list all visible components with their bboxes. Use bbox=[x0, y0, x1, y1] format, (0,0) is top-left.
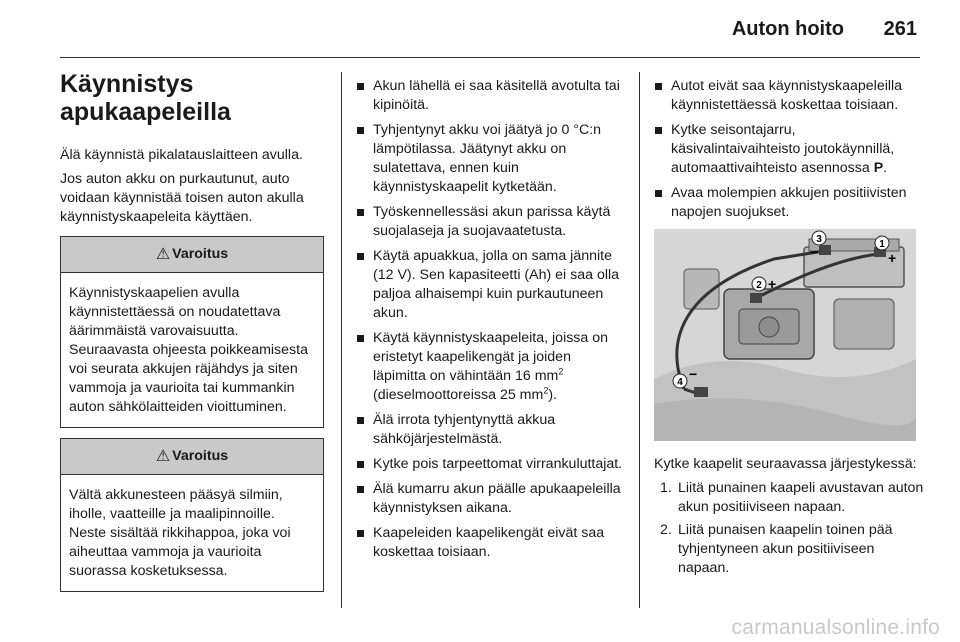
column-divider bbox=[639, 72, 640, 608]
warning-box bbox=[60, 236, 324, 428]
callout-4: 4 bbox=[677, 377, 683, 388]
chapter-title: Käynnistys apukaapeleilla bbox=[60, 70, 231, 126]
list-item: Työskennellessäsi akun parissa käytä suojalaseja ja suojavaatetusta. bbox=[356, 203, 624, 241]
list-item: Älä kumarru akun päälle apukaapeleilla käynnistyksen aikana. bbox=[356, 480, 624, 518]
list-item: Tyhjentynyt akku voi jäätyä jo 0 °C:n lämpötilassa. Jäätynyt akku on sulatettava, ennen kuin käynnistyskaapelit kytketään. bbox=[356, 121, 624, 197]
warning-header: ⚠ Varoitus bbox=[61, 439, 323, 475]
column-1 bbox=[60, 70, 324, 602]
watermark: carmanualsonline.info bbox=[731, 616, 940, 639]
bullet-square-icon bbox=[357, 461, 364, 468]
header-rule bbox=[60, 57, 920, 58]
list-item: Autot eivät saa käynnistyskaapeleilla käynnistettäessä koskettaa toisiaan. bbox=[654, 77, 924, 115]
list-item: Älä irrota tyhjentynyttä akkua sähköjärjestelmästä. bbox=[356, 411, 624, 449]
list-item: Akun lähellä ei saa käsitellä avotulta tai kipinöitä. bbox=[356, 77, 624, 115]
section-title: Auton hoito bbox=[731, 18, 844, 40]
warning-text: Käynnistyskaapelien avulla käynnistettäessä on noudatettava äärimmäistä varovaisuutta. Seuraavasta ohjeesta poikkeamisesta voi seurata akkujen räjähdys ja siten vammoja ja vaurioita tai kummankin auton sähkölaitteiden vioittuminen. bbox=[69, 285, 308, 415]
engine-bay-illustration bbox=[654, 229, 916, 441]
warning-header: ⚠ Varoitus bbox=[61, 237, 323, 273]
plus-label: + bbox=[768, 276, 777, 292]
list-item: Avaa molempien akkujen positiivisten napojen suojukset. bbox=[654, 184, 924, 222]
callout-3: 3 bbox=[816, 234, 822, 245]
bullet-list bbox=[654, 77, 924, 222]
bullet-square-icon bbox=[357, 209, 364, 216]
list-item: Kytke pois tarpeettomat virrankuluttajat. bbox=[356, 455, 624, 474]
bullet-square-icon bbox=[357, 83, 364, 90]
column-2 bbox=[356, 77, 624, 568]
list-item: 1. Liitä punainen kaapeli avustavan auton akun positiiviseen napaan. bbox=[660, 480, 924, 515]
numbered-list bbox=[654, 479, 924, 578]
paragraph: Kytke kaapelit seuraavassa järjestykessä: bbox=[654, 456, 917, 472]
list-item: Käytä apuakkua, jolla on sama jännite (12 V). Sen kapasiteetti (Ah) ei saa olla paljoa alhaisempi kuin purkautuneen akun. bbox=[356, 247, 624, 323]
column-divider bbox=[341, 72, 342, 608]
bullet-square-icon bbox=[655, 127, 662, 134]
paragraph: Älä käynnistä pikalatauslaitteen avulla. bbox=[60, 147, 303, 163]
warning-text: Vältä akkunesteen pääsyä silmiin, iholle, vaatteille ja maalipinnoille. Neste sisältää rikkihappoa, joka voi aiheuttaa vammoja ja vaurioita suorassa kosketuksessa. bbox=[69, 487, 291, 579]
minus-label: − bbox=[810, 244, 819, 260]
list-item: Käytä käynnistyskaapeleita, joissa on eristetyt kaapelikengät ja joiden läpimitta on vähintään 16 $mm^2$ (dieselmoottoreissa 25 $mm^2$). bbox=[356, 329, 624, 405]
bullet-square-icon bbox=[357, 335, 364, 342]
bullet-square-icon bbox=[357, 127, 364, 134]
warning-triangle-icon: ⚠ bbox=[155, 448, 171, 465]
minus-label: − bbox=[689, 366, 698, 382]
warning-triangle-icon: ⚠ bbox=[155, 246, 171, 263]
callout-2: 2 bbox=[756, 280, 762, 291]
bullet-square-icon bbox=[357, 530, 364, 537]
page-number: 261 bbox=[883, 18, 917, 40]
bullet-list bbox=[356, 77, 624, 562]
plus-label: + bbox=[888, 250, 897, 266]
list-item: Kaapeleiden kaapelikengät eivät saa koskettaa toisiaan. bbox=[356, 524, 624, 562]
list-item: 2. Liitä punaisen kaapelin toinen pää tyhjentyneen akun positiiviseen napaan. bbox=[660, 522, 893, 576]
paragraph: Jos auton akku on purkautunut, auto voidaan käynnistää toisen auton akulla käynnistyskaapeleita käyttäen. bbox=[60, 171, 304, 225]
callout-1: 1 bbox=[879, 239, 885, 250]
battery-jumpstart-figure bbox=[654, 229, 916, 441]
bullet-square-icon bbox=[357, 417, 364, 424]
column-3 bbox=[654, 77, 924, 582]
page-header bbox=[0, 0, 960, 56]
bullet-square-icon bbox=[357, 253, 364, 260]
bullet-square-icon bbox=[655, 83, 662, 90]
bullet-square-icon bbox=[655, 190, 662, 197]
bullet-square-icon bbox=[357, 486, 364, 493]
list-item: Kytke seisontajarru, käsivalintaivaihteisto joutokäynnillä, automaattivaihteisto asennossa P. bbox=[654, 121, 924, 178]
warning-box bbox=[60, 438, 324, 592]
